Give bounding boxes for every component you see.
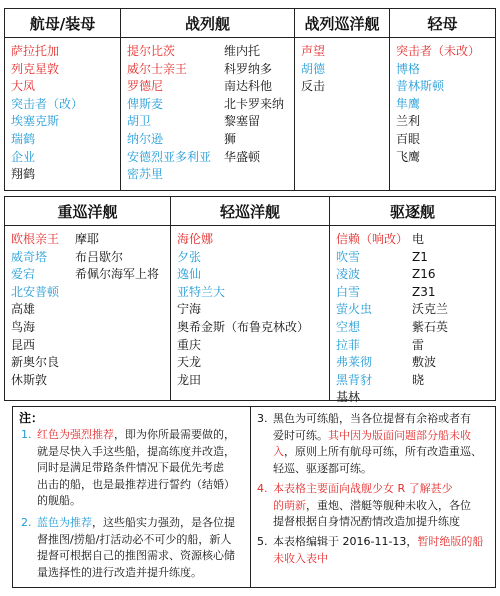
ship-name: 罗德尼 <box>127 79 164 94</box>
ship-name: 爱宕 <box>11 267 36 282</box>
ship-name: 电 <box>412 232 425 246</box>
battlecruisers-header: 战列巡洋舰 <box>295 9 389 38</box>
light-carriers-header: 轻母 <box>390 9 495 38</box>
destroyers-header: 驱逐舰 <box>330 197 495 226</box>
ship-name: 基林 <box>336 390 361 405</box>
note-segment: 提督根据自身情况酌情改造加提升练度 <box>273 515 460 528</box>
ship-name: 重庆 <box>177 337 202 352</box>
destroyers-list-right <box>412 231 448 389</box>
ship-name: 昆西 <box>11 337 36 352</box>
ship-name: 白雪 <box>336 284 361 299</box>
note-segment: 量选择性的进行改造并提升练度。 <box>37 565 202 579</box>
note-segment: 红色为强烈推荐 <box>37 428 114 441</box>
note-line <box>273 411 482 428</box>
ship-name: 吹雪 <box>336 249 361 264</box>
heavy-cruisers-section <box>4 196 171 401</box>
battlecruisers-section <box>294 8 390 191</box>
ship-name: 黑背豺 <box>336 372 373 387</box>
carriers-list <box>11 43 116 184</box>
note-line <box>37 444 235 461</box>
note-5-text <box>273 534 483 567</box>
ship-name: 摩耶 <box>75 232 100 246</box>
ship-name: 飞鹰 <box>396 149 421 164</box>
light-cruisers-header: 轻巡洋舰 <box>171 197 329 226</box>
ship-name: 龙田 <box>177 372 202 387</box>
ship-name: 纳尔逊 <box>127 131 164 146</box>
note-line <box>273 444 482 461</box>
note-segment: 轻巡、驱逐都可练。 <box>273 461 372 475</box>
carriers-header: 航母/装母 <box>5 9 120 38</box>
ship-name: Z16 <box>412 267 436 282</box>
note-segment: 蓝色为推荐 <box>37 516 92 529</box>
note-segment: ，重炮、潜艇等舰种未收入，各位 <box>306 498 471 512</box>
note-1-text <box>37 427 235 510</box>
note-line <box>273 514 471 531</box>
ship-name: 胡卫 <box>127 114 152 129</box>
ship-name: 科罗纳多 <box>224 61 273 76</box>
note-segment: 本表格主要面向战舰少女 R 了解甚少 <box>273 482 453 495</box>
note-3-number: 3. <box>257 412 268 425</box>
ship-name: 胡德 <box>301 61 326 76</box>
ship-name: 欧根亲王 <box>11 232 60 246</box>
ship-name: 普林斯顿 <box>396 79 445 94</box>
ship-name: 新奥尔良 <box>11 355 60 370</box>
ship-name: 企业 <box>11 149 36 164</box>
ship-name: 兰利 <box>396 114 421 129</box>
note-segment: 黑色为可练船，当各位提督有余裕或者有 <box>273 412 471 425</box>
note-line <box>37 427 235 444</box>
ship-name: 鸟海 <box>11 319 36 334</box>
destroyers-section <box>329 196 496 405</box>
note-5-number: 5. <box>257 535 268 548</box>
note-line <box>37 515 235 532</box>
ship-name: 晓 <box>412 372 425 387</box>
ship-name: 沃克兰 <box>412 302 449 317</box>
note-segment: 其中因为版面问题部分船未收 <box>328 428 471 442</box>
battleships-header: 战列舰 <box>121 9 294 38</box>
ship-name: 俾斯麦 <box>127 96 164 111</box>
ship-name: 空想 <box>336 319 361 334</box>
note-segment: 入 <box>273 445 284 458</box>
ship-name: 突击者（未改） <box>396 44 481 58</box>
note-line <box>273 534 483 551</box>
note-segment: ，即为你所最需要做的， <box>114 428 235 441</box>
ship-name: 凌波 <box>336 267 361 282</box>
ship-name: 夕张 <box>177 249 202 264</box>
ship-name: 密苏里 <box>127 167 164 182</box>
ship-name: 布吕歇尔 <box>75 249 124 264</box>
ship-name: 天龙 <box>177 355 202 370</box>
note-line <box>37 493 235 510</box>
ship-name: 信赖（响改） <box>336 232 409 246</box>
ship-name: 威奇塔 <box>11 249 48 264</box>
ship-name: 反击 <box>301 79 326 94</box>
light-carriers-list <box>396 43 491 166</box>
ship-name: 亚特兰大 <box>177 284 226 299</box>
ship-name: 宁海 <box>177 302 202 317</box>
note-4-text <box>273 481 471 531</box>
note-segment: 未收入表中 <box>273 551 328 565</box>
ship-name: Z31 <box>412 284 436 299</box>
ship-name: 敷波 <box>412 355 437 370</box>
ship-name: 黎塞留 <box>224 114 261 129</box>
note-line <box>37 460 235 477</box>
note-segment: 爱时可练。 <box>273 428 328 442</box>
ship-name: 突击者（改） <box>11 96 84 111</box>
heavy-cruisers-list-right <box>75 231 159 284</box>
ship-name: 萤火虫 <box>336 302 373 317</box>
note-segment: 本表格编辑于 2016-11-13， <box>273 535 418 548</box>
note-line <box>273 481 471 498</box>
note-segment: 出击的船，也是最推荐进行誓约（结婚） <box>37 477 235 491</box>
note-segment: 的萌新 <box>273 498 306 512</box>
note-segment: 暂时绝版的船 <box>417 535 484 548</box>
note-segment: ，这些船实力强劲，是各位提 <box>92 516 235 529</box>
ship-name: 南达科他 <box>224 79 273 94</box>
note-segment: 就是尽快入手这些船，提高练度并改造， <box>37 444 235 458</box>
note-line <box>37 565 235 582</box>
ship-name: 提尔比茨 <box>127 44 176 58</box>
note-1-number: 1. <box>21 428 32 441</box>
ship-name: 海伦娜 <box>177 232 214 246</box>
light-cruisers-list <box>177 231 325 389</box>
light-carriers-section <box>389 8 496 191</box>
ship-name: 休斯敦 <box>11 372 48 387</box>
note-4-number: 4. <box>257 482 268 495</box>
carriers-section <box>4 8 121 191</box>
ship-name: 大凤 <box>11 79 36 94</box>
ship-name: 奥希金斯（布鲁克林改） <box>177 319 310 334</box>
note-line <box>37 477 235 494</box>
note-segment: 的舰船。 <box>37 494 81 507</box>
ship-name: 逸仙 <box>177 267 202 282</box>
note-line <box>37 548 235 565</box>
heavy-cruisers-header: 重巡洋舰 <box>5 197 170 226</box>
note-line <box>273 428 482 445</box>
ship-name: Z1 <box>412 249 428 264</box>
ship-name: 雷 <box>412 337 425 352</box>
notes-right-box <box>250 406 496 588</box>
ship-name: 安德烈亚多利亚 <box>127 149 212 164</box>
ship-name: 埃塞克斯 <box>11 114 60 129</box>
note-segment: 同时是满足带路条件情况下最优先考虑 <box>37 461 224 474</box>
light-cruisers-section <box>170 196 330 401</box>
ship-name: 瑞鹤 <box>11 131 36 146</box>
note-segment: ，原则上所有航母可练，所有改造重巡、 <box>284 445 482 458</box>
note-segment: 督推图/捞船/打活动必不可少的船，新人 <box>37 532 232 546</box>
note-3-text <box>273 411 482 477</box>
ship-name: 隼鹰 <box>396 96 421 111</box>
note-segment: 提督可根据自己的推图需求、资源核心储 <box>37 549 235 562</box>
battleships-section <box>120 8 295 191</box>
ship-name: 狮 <box>224 131 237 146</box>
battlecruisers-list <box>301 43 385 96</box>
ship-name: 紫石英 <box>412 319 449 334</box>
ship-name: 萨拉托加 <box>11 44 60 58</box>
ship-name: 维内托 <box>224 44 261 58</box>
ship-name: 拉菲 <box>336 337 361 352</box>
note-line <box>273 551 483 568</box>
note-line <box>37 532 235 549</box>
heavy-cruisers-list-left <box>11 231 75 389</box>
ship-name: 威尔士亲王 <box>127 61 188 76</box>
ship-name: 翔鹤 <box>11 167 36 182</box>
note-2-text <box>37 515 235 581</box>
notes-left-box <box>12 406 251 588</box>
ship-name: 北安普顿 <box>11 284 60 299</box>
ship-name: 博格 <box>396 61 421 76</box>
ship-name: 列克星敦 <box>11 61 60 76</box>
battleships-list-left <box>127 43 227 184</box>
note-line <box>273 498 471 515</box>
note-line <box>273 461 482 478</box>
ship-name: 华盛顿 <box>224 149 261 164</box>
ship-name: 希佩尔海军上将 <box>75 267 160 282</box>
ship-name: 高雄 <box>11 302 36 317</box>
destroyers-list-left <box>336 231 410 407</box>
note-2-number: 2. <box>21 516 32 529</box>
ship-name: 弗莱彻 <box>336 355 373 370</box>
notes-title: 注： <box>19 411 44 425</box>
ship-name: 百眼 <box>396 131 421 146</box>
battleships-list-right <box>224 43 284 166</box>
ship-name: 声望 <box>301 44 326 58</box>
ship-name: 北卡罗来纳 <box>224 96 285 111</box>
